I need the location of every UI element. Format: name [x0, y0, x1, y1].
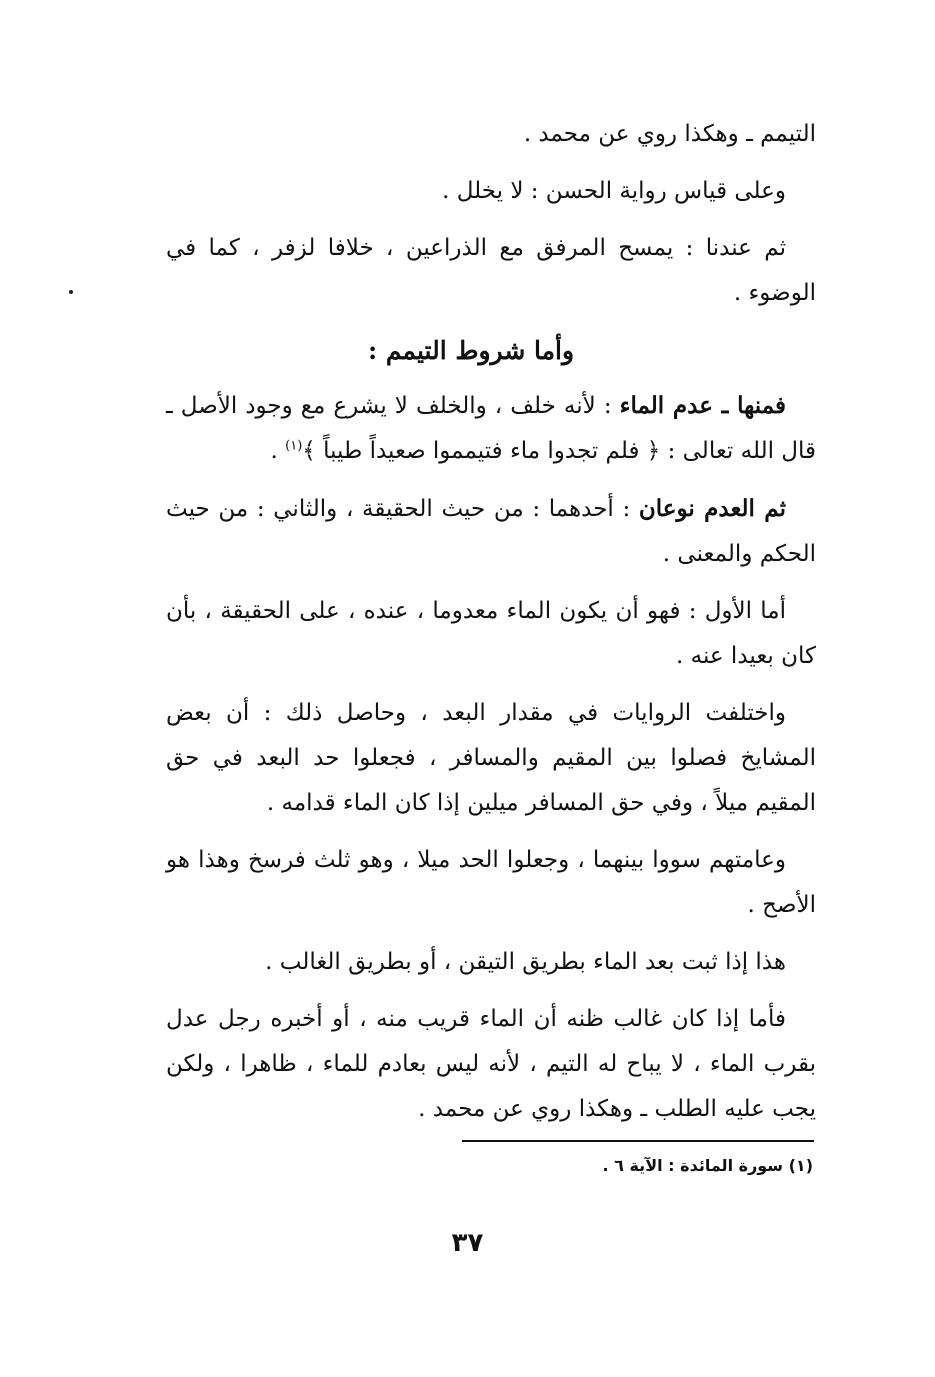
paragraph-absence-types: [166, 486, 816, 577]
paragraph-tayammum-continuation: التيمم ـ وهكذا روي عن محمد .: [523, 121, 816, 147]
page-number: ٣٧: [451, 1228, 484, 1258]
paragraph-certainty: هذا إذا ثبت بعد الماء بطريق التيقن ، أو بطريق الغالب .: [265, 949, 786, 975]
paragraph-elbow-wiping: ثم عندنا : يمسح المرفق مع الذراعين ، خلافا لزفر ، كما في الوضوء .: [166, 235, 816, 306]
page-body: [166, 112, 816, 1144]
footnote: (١) سورة المائدة : الآية ٦ .: [602, 1156, 813, 1175]
paragraph-probable-water: فأما إذا كان غالب ظنه أن الماء قريب منه ، أو أخبره رجل عدل بقرب الماء ، لا يباح له التيم ، لأنه ليس بعادم للماء ، ظاهرا ، ولكن يجب عليه الطلب ـ وهكذا روي عن محمد .: [166, 1006, 816, 1122]
paragraph-first-type: أما الأول : فهو أن يكون الماء معدوما ، عنده ، على الحقيقة ، بأن كان بعيدا عنه .: [166, 598, 816, 669]
paragraph-hasan-narration: وعلى قياس رواية الحسن : لا يخلل .: [442, 178, 786, 204]
paragraph-distance-narrations: واختلفت الروايات في مقدار البعد ، وحاصل ذلك : أن بعض المشايخ فصلوا بين المقيم والمسافر ، فجعلوا حد البعد في حق المقيم ميلاً ، وفي حق المسافر ميلين إذا كان الماء قدامه .: [166, 700, 816, 816]
section-heading: وأما شروط التيمم :: [367, 336, 575, 365]
absence-types-text: : أحدهما : من حيث الحقيقة ، والثاني : من حيث الحكم والمعنى .: [166, 496, 816, 567]
footnote-divider: [462, 1140, 814, 1142]
first-condition-text: : لأنه خلف ، والخلف لا يشرع مع وجود الأصل ـ قال الله تعالى :: [166, 393, 816, 464]
first-condition-tail: .: [270, 438, 286, 464]
page-speck: [69, 290, 73, 294]
paragraph-first-condition: [166, 383, 816, 474]
absence-types-lead: ثم العدم نوعان: [638, 495, 786, 522]
first-condition-lead: فمنها ـ عدم الماء: [619, 392, 787, 419]
paragraph-majority-view: وعامتهم سووا بينهما ، وجعلوا الحد ميلا ، وهو ثلث فرسخ وهذا هو الأصح .: [166, 847, 816, 918]
footnote-reference: (١): [285, 438, 303, 454]
quran-verse: ﴿ فلم تجدوا ماء فتيمموا صعيداً طيباً ﴾: [302, 438, 661, 464]
